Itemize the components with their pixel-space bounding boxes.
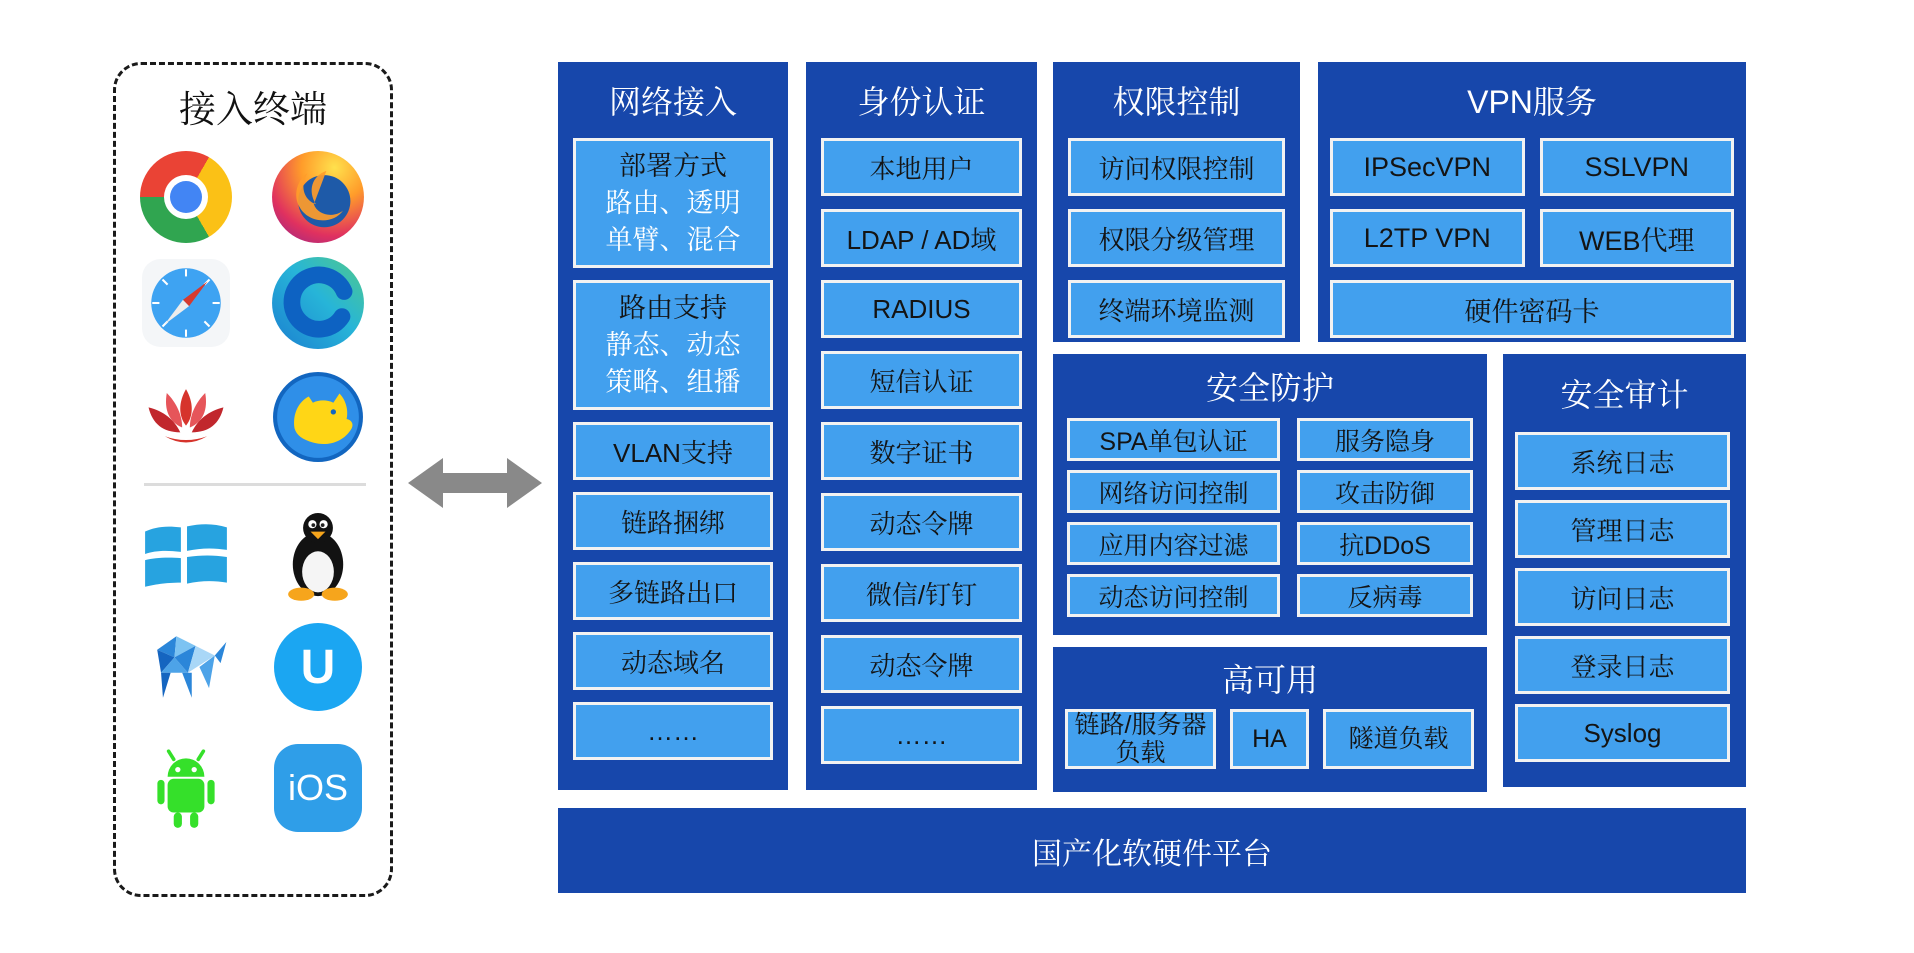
ios-label: iOS	[274, 744, 362, 832]
section-title: 身份认证	[857, 84, 986, 120]
android-icon	[138, 740, 234, 836]
feature-box: 访问权限控制	[1068, 138, 1285, 196]
feature-box: 应用内容过滤	[1067, 522, 1280, 565]
feature-box: 动态令牌	[821, 493, 1022, 551]
section-title: 安全防护	[1205, 370, 1334, 406]
feature-box: 服务隐身	[1297, 418, 1473, 461]
section-security-audit	[1503, 354, 1746, 787]
feature-box: HA	[1230, 709, 1309, 769]
linux-tux-icon	[270, 507, 366, 603]
feature-box: 终端环境监测	[1068, 280, 1285, 338]
feature-box: 数字证书	[821, 422, 1022, 480]
edge-icon	[270, 255, 366, 351]
feature-box	[573, 280, 773, 410]
feature-box: WEB代理	[1540, 209, 1735, 267]
feature-box: 管理日志	[1515, 500, 1730, 558]
platform-bar: 国产化软硬件平台	[558, 808, 1746, 893]
feature-box: LDAP / AD域	[821, 209, 1022, 267]
feature-box: 链路/服务器负载	[1065, 709, 1216, 769]
section-network-access	[558, 62, 788, 790]
section-title: VPN服务	[1467, 84, 1597, 120]
windows-icon	[138, 507, 234, 603]
section-title: 网络接入	[608, 84, 737, 120]
terminal-panel-title: 接入终端	[179, 89, 327, 130]
feature-box: ……	[573, 702, 773, 760]
section-identity-auth	[806, 62, 1037, 790]
terminal-panel	[113, 62, 393, 897]
section-security-protection	[1053, 354, 1487, 635]
feature-box: L2TP VPN	[1330, 209, 1525, 267]
safari-icon	[138, 255, 234, 351]
feature-box: 硬件密码卡	[1330, 280, 1734, 338]
feature-box: 本地用户	[821, 138, 1022, 196]
feature-label: 部署方式	[619, 150, 727, 181]
feature-box: 抗DDoS	[1297, 522, 1473, 565]
section-title: 安全审计	[1560, 377, 1689, 413]
section-vpn-services	[1318, 62, 1746, 342]
section-title: 权限控制	[1112, 84, 1241, 120]
leopard-browser-icon	[270, 369, 366, 465]
feature-box: IPSecVPN	[1330, 138, 1525, 196]
bidirectional-arrow-icon	[408, 454, 542, 512]
feature-box: 微信/钉钉	[821, 564, 1022, 622]
feature-box: 动态访问控制	[1067, 574, 1280, 617]
feature-box: 链路捆绑	[573, 492, 773, 550]
feature-subline: 单臂、混合	[605, 224, 741, 255]
feature-box: 访问日志	[1515, 568, 1730, 626]
feature-box: 登录日志	[1515, 636, 1730, 694]
uos-letter: U	[274, 623, 362, 711]
feature-box: 网络访问控制	[1067, 470, 1280, 513]
feature-box: 权限分级管理	[1068, 209, 1285, 267]
red-lotus-icon	[138, 369, 234, 465]
feature-box	[573, 138, 773, 268]
feature-box: Syslog	[1515, 704, 1730, 762]
feature-subline: 路由、透明	[605, 187, 741, 218]
chrome-icon	[138, 149, 234, 245]
kylin-os-icon	[138, 619, 234, 715]
feature-label: 路由支持	[619, 292, 727, 323]
feature-box: 短信认证	[821, 351, 1022, 409]
feature-box: ……	[821, 706, 1022, 764]
feature-subline: 策略、组播	[605, 366, 741, 397]
feature-box: 反病毒	[1297, 574, 1473, 617]
feature-box: 动态域名	[573, 632, 773, 690]
section-title: 高可用	[1221, 662, 1318, 698]
uos-icon	[270, 619, 366, 715]
feature-box: 系统日志	[1515, 432, 1730, 490]
feature-box: 动态令牌	[821, 635, 1022, 693]
firefox-icon	[270, 149, 366, 245]
section-high-availability	[1053, 647, 1487, 792]
feature-subline: 静态、动态	[605, 329, 741, 360]
ios-icon	[270, 740, 366, 836]
feature-box: 多链路出口	[573, 562, 773, 620]
feature-box: SPA单包认证	[1067, 418, 1280, 461]
feature-box: VLAN支持	[573, 422, 773, 480]
feature-box: 攻击防御	[1297, 470, 1473, 513]
section-permission-control	[1053, 62, 1300, 342]
feature-box: 隧道负载	[1323, 709, 1474, 769]
browser-os-divider	[144, 483, 366, 486]
feature-box: SSLVPN	[1540, 138, 1735, 196]
feature-box: RADIUS	[821, 280, 1022, 338]
